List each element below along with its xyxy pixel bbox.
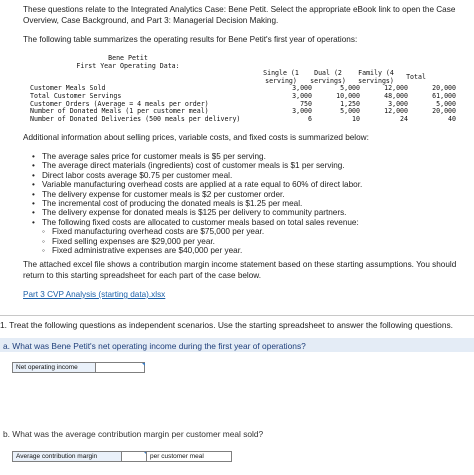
header-line: Total: [406, 73, 426, 81]
header-line: Dual (2: [314, 69, 342, 77]
net-operating-income-input[interactable]: [95, 362, 145, 373]
input-corner-marker: [142, 363, 145, 366]
header-line: Single (1: [263, 69, 299, 77]
excel-file-link[interactable]: Part 3 CVP Analysis (starting data).xlsx: [23, 290, 166, 299]
operating-data-table: [30, 85, 456, 124]
cell: 48,000: [384, 91, 408, 100]
sub-list-item: ◦ Fixed manufacturing overhead costs are $75,000 per year.: [32, 227, 468, 236]
cell: 5,000: [340, 84, 360, 92]
cell: 3,000: [292, 84, 312, 92]
header-line: serving): [265, 76, 297, 85]
header-line: Family (4: [358, 69, 394, 77]
list-item: • The average direct materials (ingredients) cost of customer meals is $1 per serving.: [32, 161, 468, 170]
sub-list-item: ◦ Fixed selling expenses are $29,000 per year.: [32, 237, 468, 246]
list-item: • The following fixed costs are allocated to customer meals based on total sales revenue:: [32, 218, 468, 227]
list-item: • The average sales price for customer meals is $5 per serving.: [32, 152, 468, 161]
additional-info-text: Additional information about selling prices, variable costs, and fixed costs is summarized below:: [23, 133, 369, 142]
list-item: • Variable manufacturing overhead costs are applied at a rate equal to 60% of direct labor.: [32, 180, 468, 189]
section-divider: [0, 315, 474, 316]
cell: 750: [300, 99, 312, 108]
per-customer-meal-unit: per customer meal: [146, 451, 232, 462]
net-operating-income-label: Net operating income: [12, 362, 96, 373]
header-line: servings): [358, 76, 394, 85]
cell: 10,000: [336, 91, 360, 100]
header-line: servings): [310, 76, 346, 85]
cell: 24: [400, 115, 408, 124]
row-label: Total Customer Servings: [30, 91, 122, 100]
list-item: • The delivery expense for donated meals is $125 per delivery to community partners.: [32, 208, 468, 217]
list-item: • The incremental cost of producing the donated meals is $1.25 per meal.: [32, 199, 468, 208]
row-label: Number of Donated Deliveries (500 meals per delivery): [30, 115, 241, 124]
cell: 6: [308, 115, 312, 124]
cell: 3,000: [292, 91, 312, 100]
intro-text: These questions relate to the Integrated Analytics Case: Bene Petit. Select the appropriate eBook link to open the Case Overview, Case Background, and Part 3: Managerial Decision Making.: [23, 5, 456, 25]
cell: 40: [448, 115, 456, 124]
table-intro: The following table summarizes the operating results for Bene Petit's first year of operations:: [23, 35, 358, 44]
part-b-question: b. What was the average contribution margin per customer meal sold?: [3, 429, 264, 439]
cell: 10: [352, 115, 360, 124]
row-label: Number of Donated Meals (1 per customer meal): [30, 107, 209, 116]
cell: 1,250: [340, 99, 360, 108]
table-row: [30, 116, 456, 124]
cell: 5,000: [340, 107, 360, 116]
cell: 61,000: [432, 91, 456, 100]
question-1-prompt: 1. Treat the following questions as independent scenarios. Use the starting spreadsheet to answer the following questions.: [0, 320, 453, 330]
table-title-company: Bene Petit: [108, 54, 148, 62]
cell: 3,000: [292, 107, 312, 116]
cell: 12,000: [384, 107, 408, 116]
part-a-question: a. What was Bene Petit's net operating income during the first year of operations?: [3, 341, 306, 351]
cell: 3,000: [388, 99, 408, 108]
list-item: • The delivery expense for customer meals is $2 per customer order.: [32, 190, 468, 199]
cost-assumptions-list: [32, 152, 468, 255]
cell: 20,000: [432, 107, 456, 116]
sub-list-item: ◦ Fixed administrative expenses are $40,000 per year.: [32, 246, 468, 255]
excel-description: The attached excel file shows a contribution margin income statement based on these starting assumptions. You should return to this starting spreadsheet for each part of the case below.: [23, 260, 457, 280]
row-label: Customer Orders (Average = 4 meals per order): [30, 99, 209, 108]
average-contribution-margin-label: Average contribution margin: [12, 451, 122, 462]
row-label: Customer Meals Sold: [30, 84, 106, 92]
column-header-total: [390, 74, 442, 82]
cell: 5,000: [436, 99, 456, 108]
cell: 12,000: [384, 84, 408, 92]
cell: 20,000: [432, 84, 456, 92]
list-item: • Direct labor costs average $0.75 per customer meal.: [32, 171, 468, 180]
table-title: [23, 55, 233, 71]
table-title-caption: First Year Operating Data:: [76, 61, 180, 70]
